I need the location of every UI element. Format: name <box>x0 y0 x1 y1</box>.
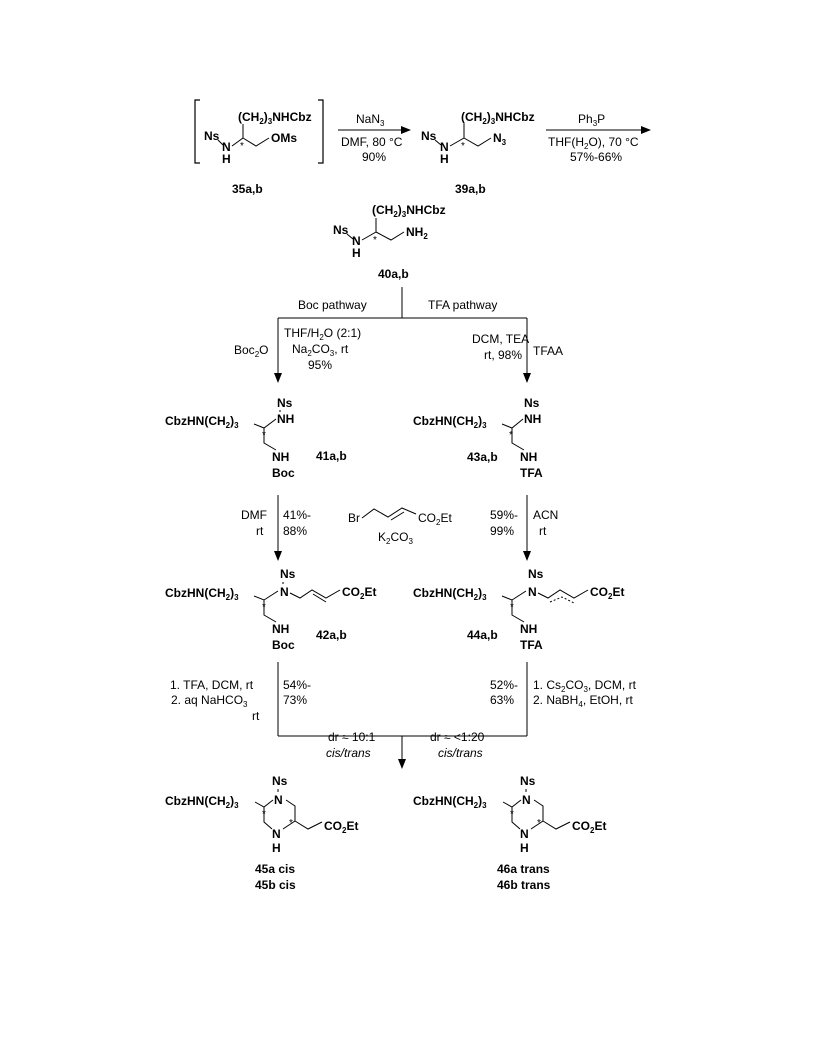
n-top: N <box>522 793 531 807</box>
step-2 <box>546 112 650 164</box>
yield: 57%-66% <box>570 150 623 164</box>
ns-label: Ns <box>333 223 349 237</box>
amine-h: H <box>440 152 449 166</box>
right-step2: 2. NaBH$_4$, EtOH, rt <box>533 693 633 709</box>
compound-46 <box>413 774 606 892</box>
ester-label: $CO_2Et$ <box>324 819 359 835</box>
amine-h: H <box>222 152 231 166</box>
compound-label-46a: 46a trans <box>497 862 550 876</box>
left-temp: rt <box>256 524 264 538</box>
crotonate-bonds <box>362 508 416 520</box>
right-step1: 1. $Cs_2CO_3$, DCM, rt <box>533 678 636 694</box>
dr-left: dr ≈ 10:1 <box>328 730 376 744</box>
tfa-step-conditions <box>472 332 563 362</box>
side-chain-label: $(CH_2)_3NHCbz$ <box>461 110 535 126</box>
stereo-star-1: * <box>510 809 514 820</box>
n-bottom: N <box>272 827 281 841</box>
right-yield-2: 99% <box>490 524 515 538</box>
compound-44 <box>413 567 624 652</box>
compound-39 <box>421 110 535 196</box>
amine-n: N <box>222 140 231 154</box>
compound-label-45a: 45a cis <box>255 862 296 876</box>
left-step2: 2. aq NaHCO$_3$ <box>171 693 248 709</box>
nh-bottom: NH <box>520 622 538 636</box>
ns-label: Ns <box>280 567 296 581</box>
dashed-bond <box>550 597 574 603</box>
stereo-star: * <box>510 602 514 613</box>
compound-label: 42a,b <box>316 628 347 642</box>
amine-h: H <box>352 246 361 260</box>
dr-right: dr ≈ <1:20 <box>430 730 485 744</box>
amine-n: N <box>440 140 449 154</box>
right-solvent: ACN <box>533 508 559 522</box>
left-step2b: rt <box>252 709 260 723</box>
side-chain-label: $(CH_2)_3NHCbz$ <box>238 110 312 126</box>
oms-label: OMs <box>271 131 298 145</box>
base: $Na_2CO_3$, rt <box>292 342 349 358</box>
reagent-tfaa: TFAA <box>533 344 564 358</box>
side-chain-label: $CbzHN(CH_2)_3$ <box>165 794 239 810</box>
alkylation-step <box>241 495 558 560</box>
amine-nh2: $NH_2$ <box>406 225 428 241</box>
stereo-star: * <box>240 141 244 152</box>
right-yield-2: 63% <box>490 693 515 707</box>
compound-45 <box>165 774 358 892</box>
conditions: DMF, 80 °C <box>341 135 403 149</box>
left-solvent: DMF <box>241 508 267 522</box>
bracket-left <box>195 100 200 163</box>
boc-pathway-label: Boc pathway <box>298 298 367 312</box>
conditions: $THF(H_2O)$, 70 °C <box>548 135 639 151</box>
compound-label-45b: 45b cis <box>255 878 296 892</box>
compound-label: 44a,b <box>467 628 498 642</box>
stereo-star: * <box>461 141 465 152</box>
compound-41 <box>165 396 347 480</box>
ns-label: Ns <box>528 567 544 581</box>
ester-label: $CO_2Et$ <box>572 819 607 835</box>
reagent-base: $K_2CO_3$ <box>378 530 413 546</box>
stereo-star: * <box>262 602 266 613</box>
bonds <box>254 582 340 622</box>
n-label: N <box>528 585 537 599</box>
compound-35 <box>195 100 323 196</box>
boc-step-conditions <box>234 326 361 372</box>
side-chain-label: $CbzHN(CH_2)_3$ <box>413 586 487 602</box>
reagent-boc2o: Boc$_2$O <box>234 343 269 359</box>
ns-label: Ns <box>421 129 437 143</box>
compound-label-46b: 46b trans <box>497 878 551 892</box>
stereo-star: * <box>262 430 266 441</box>
compound-label: 41a,b <box>316 449 347 463</box>
tfa-pathway-label: TFA pathway <box>428 298 498 312</box>
nh-top: NH <box>277 412 295 426</box>
stereo-star-2: * <box>537 818 541 829</box>
side-chain-label: $CbzHN(CH_2)_3$ <box>165 586 239 602</box>
step-1 <box>338 112 410 164</box>
left-yield-1: 54%- <box>283 678 312 692</box>
stereo-star: * <box>373 235 377 246</box>
reagent-nan3: NaN$_3$ <box>356 112 385 128</box>
compound-label: 35a,b <box>232 182 263 196</box>
bracket-right <box>318 100 323 163</box>
boc-label: Boc <box>272 466 295 480</box>
side-chain-label: $CbzHN(CH_2)_3$ <box>413 414 487 430</box>
reagent-ph3p: $Ph_3P$ <box>578 112 606 128</box>
ns-label: Ns <box>277 396 293 410</box>
ester-label: $CO_2Et$ <box>590 585 625 601</box>
bonds <box>502 419 524 450</box>
n-h: H <box>272 841 281 855</box>
stereo-star-2: * <box>289 818 293 829</box>
ns-label: Ns <box>272 774 288 788</box>
azide-label: $N_3$ <box>493 131 507 147</box>
n-h: H <box>520 841 529 855</box>
side-chain-label: $(CH_2)_3NHCbz$ <box>372 203 446 219</box>
reagent-br: Br <box>348 511 360 525</box>
yield: 95% <box>308 358 333 372</box>
amine-n: N <box>352 234 361 248</box>
conditions-line2: rt, 98% <box>484 348 523 362</box>
dr-left-ratio: cis/trans <box>326 746 371 760</box>
bonds <box>502 590 588 622</box>
stereo-star: * <box>509 430 513 441</box>
reagent-ester: $CO_2Et$ <box>418 511 452 527</box>
nh-bottom: NH <box>520 450 538 464</box>
compound-43 <box>413 396 543 480</box>
conditions-line1: DCM, TEA <box>472 332 530 346</box>
nh-top: NH <box>524 412 542 426</box>
right-yield-1: 52%- <box>490 678 519 692</box>
yield: 90% <box>362 150 387 164</box>
side-chain-label: $CbzHN(CH_2)_3$ <box>413 794 487 810</box>
compound-label: 43a,b <box>467 450 498 464</box>
n-top: N <box>274 793 283 807</box>
nh-bottom: NH <box>272 450 290 464</box>
ns-label: Ns <box>204 129 220 143</box>
n-bottom: N <box>520 827 529 841</box>
nh-bottom: NH <box>272 622 290 636</box>
ester-label: $CO_2Et$ <box>342 585 377 601</box>
dr-right-ratio: cis/trans <box>438 746 483 760</box>
right-yield-1: 59%- <box>490 508 519 522</box>
n-label: N <box>280 585 289 599</box>
ns-label: Ns <box>524 396 540 410</box>
stereo-star-1: * <box>262 809 266 820</box>
solvent: THF/$H_2O$ (2:1) <box>284 326 362 342</box>
right-temp: rt <box>539 524 547 538</box>
left-yield-1: 41%- <box>283 508 312 522</box>
compound-42 <box>165 567 376 652</box>
boc-label: Boc <box>272 638 295 652</box>
side-chain-label: $CbzHN(CH_2)_3$ <box>165 414 239 430</box>
left-yield-2: 88% <box>283 524 308 538</box>
left-yield-2: 73% <box>283 693 308 707</box>
left-step1: 1. TFA, DCM, rt <box>170 678 254 692</box>
cyclization-step <box>170 662 637 768</box>
tfa-label: TFA <box>520 466 543 480</box>
ns-label: Ns <box>520 774 536 788</box>
compound-label: 40a,b <box>378 267 409 281</box>
tfa-label: TFA <box>520 638 543 652</box>
compound-40 <box>333 203 446 281</box>
compound-label: 39a,b <box>455 182 486 196</box>
